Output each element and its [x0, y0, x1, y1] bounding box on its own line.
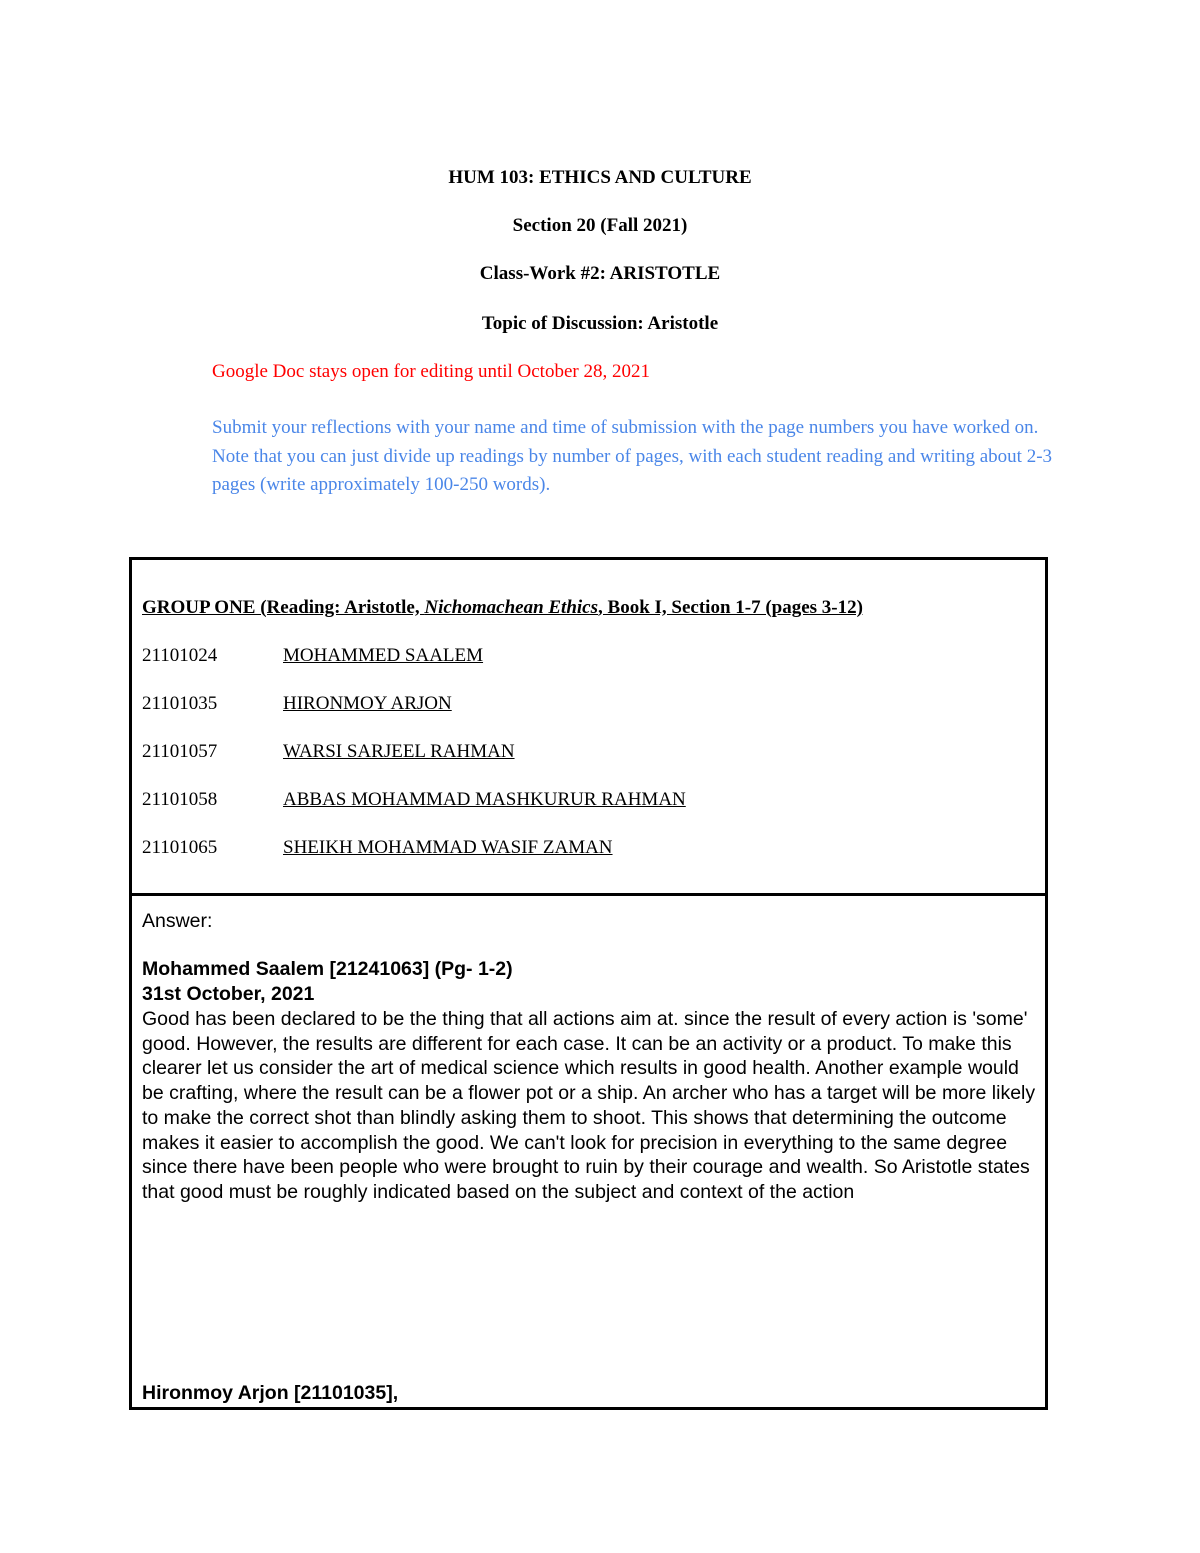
- group-title-suffix: , Book I, Section 1-7 (pages 3-12): [598, 597, 863, 618]
- member-id: 21101065: [142, 837, 218, 858]
- member-row: [142, 693, 452, 715]
- member-row: [142, 789, 686, 811]
- member-name: ABBAS MOHAMMAD MASHKURUR RAHMAN: [283, 789, 686, 810]
- member-row: [142, 741, 515, 763]
- member-name: HIRONMOY ARJON: [283, 693, 452, 714]
- next-author-heading: Hironmoy Arjon [21101035],: [142, 1382, 399, 1404]
- section-title: Section 20 (Fall 2021): [512, 215, 688, 236]
- answer-author-heading: Mohammed Saalem [21241063] (Pg- 1-2): [142, 958, 513, 980]
- answer-date: 31st October, 2021: [142, 983, 315, 1005]
- member-name: SHEIKH MOHAMMAD WASIF ZAMAN: [283, 837, 613, 858]
- member-name: WARSI SARJEEL RAHMAN: [283, 741, 515, 762]
- member-id: 21101057: [142, 741, 218, 762]
- member-row: [142, 645, 483, 667]
- group-title: [142, 597, 863, 619]
- instruction-submit: Submit your reflections with your name and time of submission with the page numbers you have worked on.: [212, 417, 1039, 438]
- member-id: 21101024: [142, 645, 218, 666]
- member-id: 21101035: [142, 693, 218, 714]
- answer-label: Answer:: [142, 910, 213, 932]
- table-divider: [132, 893, 1045, 896]
- group-title-book: Nichomachean Ethics: [424, 597, 599, 618]
- member-id: 21101058: [142, 789, 218, 810]
- course-title: HUM 103: ETHICS AND CULTURE: [448, 167, 752, 188]
- instruction-divide: Note that you can just divide up readings by number of pages, with each student reading and writing about 2-3 pages (write approximately 100-250 words).: [212, 445, 1053, 495]
- instructions-block: [212, 414, 1092, 500]
- group-table: [129, 557, 1048, 1410]
- topic-title: Topic of Discussion: Aristotle: [481, 313, 719, 334]
- member-name: MOHAMMED SAALEM: [283, 645, 484, 666]
- deadline-notice: Google Doc stays open for editing until October 28, 2021: [212, 361, 650, 382]
- member-row: [142, 837, 613, 859]
- group-title-prefix: GROUP ONE (Reading: Aristotle,: [142, 597, 425, 618]
- answer-text: Good has been declared to be the thing that all actions aim at. since the result of every action is 'some' good. However, the results are different for each case. It can be an activity or a product. To make this clearer let us consider the art of medical science which results in good health. Another example would be crafting, where the result can be a flower pot or a ship. An archer who has a target will be more likely to make the correct shot than blindly asking them to shoot. This shows that determining the outcome makes it easier to accomplish the good. We can't look for precision in everything to the same degree since there have been people who were brought to ruin by their courage and wealth. So Aristotle states that good must be roughly indicated based on the subject and context of the action: [142, 1008, 1036, 1203]
- classwork-title: Class-Work #2: ARISTOTLE: [479, 263, 721, 284]
